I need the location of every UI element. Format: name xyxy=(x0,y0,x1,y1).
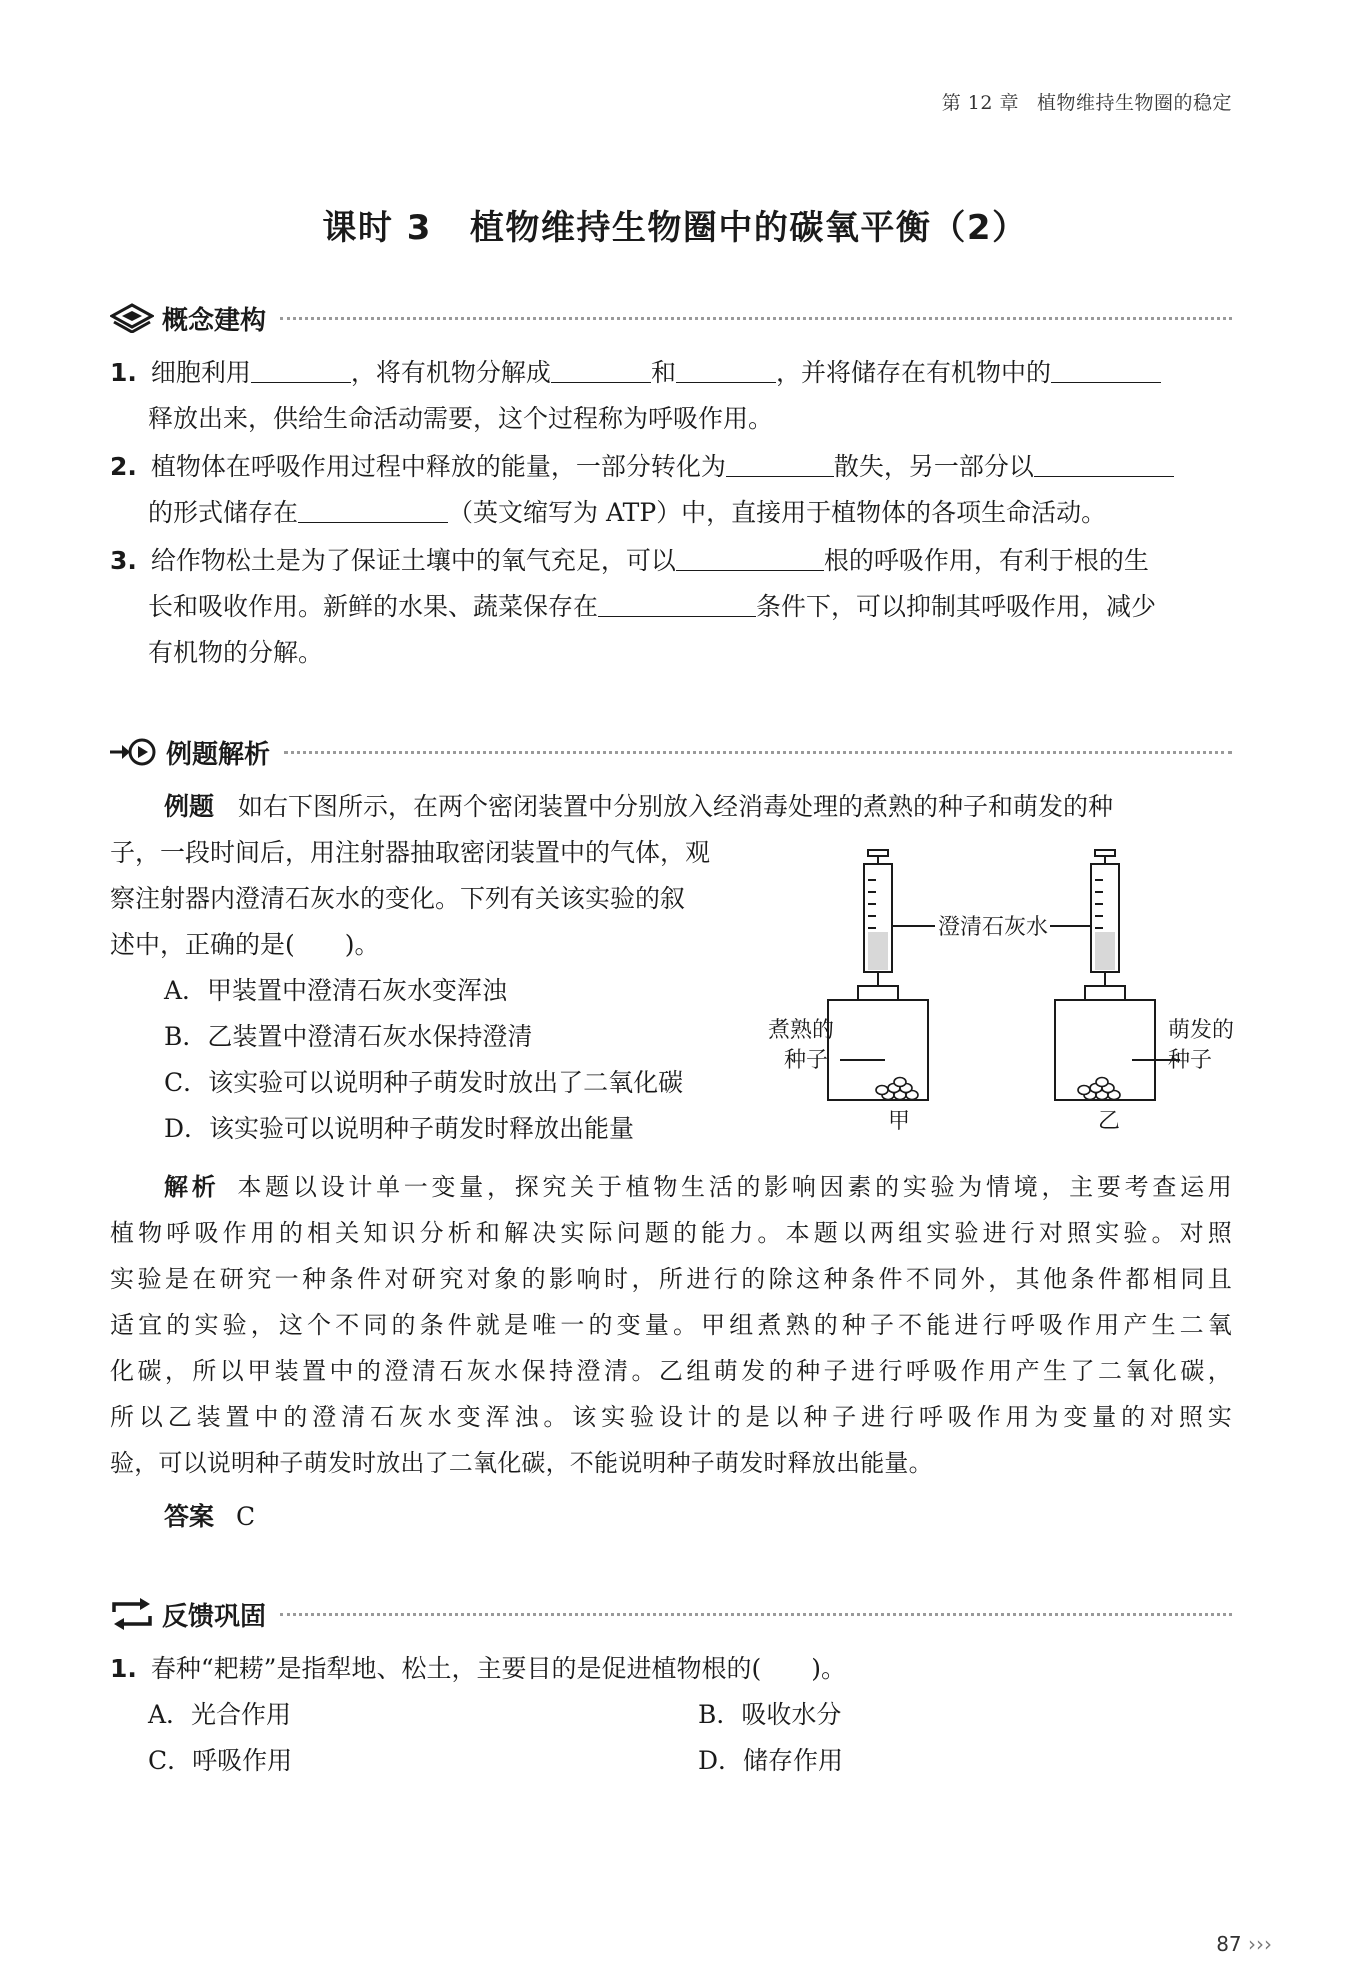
page-arrows-icon: ››› xyxy=(1248,1932,1272,1956)
fill-blank[interactable] xyxy=(298,500,448,523)
seeds-right xyxy=(1078,1078,1120,1100)
experiment-figure xyxy=(760,840,1280,1130)
stopper-right xyxy=(1085,986,1125,1000)
answer-label: 答案 xyxy=(164,1502,215,1531)
refresh-icon xyxy=(110,1598,154,1630)
section-example-label: 例题解析 xyxy=(166,739,271,770)
example-label: 例题 xyxy=(164,792,215,821)
label-sprout-1: 萌发的 xyxy=(1168,1018,1235,1043)
fill-blank[interactable] xyxy=(726,454,834,477)
example-line3: 察注射器内澄清石灰水的变化。下列有关该实验的叙 xyxy=(110,884,686,913)
limewater-right xyxy=(1095,932,1115,970)
limewater-left xyxy=(868,932,888,970)
example-line2: 子，一段时间后，用注射器抽取密闭装置中的气体，观 xyxy=(110,838,711,867)
example-option-b[interactable]: B．乙装置中澄清石灰水保持澄清 xyxy=(164,1022,533,1051)
concept-q2-line1: 2. 植物体在呼吸作用过程中释放的能量，一部分转化为 散失，另一部分以 xyxy=(110,450,1174,484)
example-option-a[interactable]: A．甲装置中澄清石灰水变浑浊 xyxy=(164,976,508,1005)
fill-blank[interactable] xyxy=(598,594,756,617)
lesson-title xyxy=(0,200,1350,249)
fill-blank[interactable] xyxy=(551,360,651,383)
section-feedback-label: 反馈巩固 xyxy=(162,1601,267,1632)
lesson-name: 植物维持生物圈中的碳氧平衡（2） xyxy=(469,208,1028,248)
analysis-line5: 化碳，所以甲装置中的澄清石灰水保持澄清。乙组萌发的种子进行呼吸作用产生了二氧化碳， xyxy=(110,1357,1232,1385)
dotted-divider xyxy=(284,751,1232,754)
analysis-line6: 所以乙装置中的澄清石灰水变浑浊。该实验设计的是以种子进行呼吸作用为变量的对照实 xyxy=(110,1403,1232,1431)
dotted-divider xyxy=(280,317,1232,320)
seeds-left xyxy=(876,1078,918,1100)
running-header xyxy=(942,88,1232,115)
analysis-line4: 适宜的实验，这个不同的条件就是唯一的变量。甲组煮熟的种子不能进行呼吸作用产生二氧 xyxy=(110,1311,1232,1339)
analysis-label: 解析 xyxy=(164,1173,220,1201)
chapter-number: 第 12 章 xyxy=(941,92,1019,114)
analysis-line2: 植物呼吸作用的相关知识分析和解决实际问题的能力。本题以两组实验进行对照实验。对照 xyxy=(110,1219,1232,1247)
answer xyxy=(164,1500,255,1534)
label-yi: 乙 xyxy=(1098,1109,1121,1130)
feedback-option-d[interactable]: D．储存作用 xyxy=(698,1746,844,1775)
example-line1: 例题 如右下图所示，在两个密闭装置中分别放入经消毒处理的煮熟的种子和萌发的种 xyxy=(164,792,1114,821)
fill-blank[interactable] xyxy=(251,360,351,383)
section-feedback-header xyxy=(110,1594,1232,1634)
play-target-icon xyxy=(110,737,158,767)
feedback-option-a[interactable]: A．光合作用 xyxy=(148,1700,292,1729)
concept-q1-line1: 1. 细胞利用 ，将有机物分解成 和 ，并将储存在有机物中的 xyxy=(110,356,1161,390)
answer-value: C xyxy=(236,1502,256,1531)
feedback-q1-stem: 1. 春种“耙耢”是指犁地、松土，主要目的是促进植物根的( )。 xyxy=(110,1654,846,1683)
page-number: 87 ››› xyxy=(1216,1932,1272,1956)
section-example-header xyxy=(110,732,1232,772)
label-limewater: 澄清石灰水 xyxy=(938,915,1049,940)
feedback-option-c[interactable]: C．呼吸作用 xyxy=(148,1746,293,1775)
dotted-divider xyxy=(280,1613,1232,1616)
analysis-line7: 验，可以说明种子萌发时放出了二氧化碳，不能说明种子萌发时释放出能量。 xyxy=(110,1449,933,1477)
label-sprout-2: 种子 xyxy=(1168,1048,1213,1073)
lesson-number: 课时 3 xyxy=(322,208,432,248)
layers-icon xyxy=(110,303,154,333)
concept-q3-line1: 3. 给作物松土是为了保证土壤中的氧气充足，可以 根的呼吸作用，有利于根的生 xyxy=(110,546,1149,575)
feedback-option-b[interactable]: B．吸收水分 xyxy=(698,1700,842,1729)
fill-blank[interactable] xyxy=(676,548,824,571)
example-option-d[interactable]: D．该实验可以说明种子萌发时释放出能量 xyxy=(164,1114,635,1143)
label-boiled-2: 种子 xyxy=(784,1048,829,1073)
section-concept-header xyxy=(110,298,1232,338)
analysis-line3: 实验是在研究一种条件对研究对象的影响时，所进行的除这种条件不同外，其他条件都相同且 xyxy=(110,1265,1232,1293)
concept-q2-line2: 的形式储存在 （英文缩写为 ATP）中，直接用于植物体的各项生命活动。 xyxy=(148,498,1107,527)
chapter-title: 植物维持生物圈的稳定 xyxy=(1036,92,1232,114)
label-boiled-1: 煮熟的 xyxy=(768,1018,835,1043)
label-jia: 甲 xyxy=(888,1109,911,1130)
stopper-left xyxy=(858,986,898,1000)
jar-left xyxy=(828,1000,928,1100)
example-line4: 述中，正确的是( )。 xyxy=(110,930,380,959)
concept-q3-line2: 长和吸收作用。新鲜的水果、蔬菜保存在 条件下，可以抑制其呼吸作用，减少 xyxy=(148,592,1157,621)
concept-q1-line2: 释放出来，供给生命活动需要，这个过程称为呼吸作用。 xyxy=(148,404,774,433)
section-concept-label: 概念建构 xyxy=(162,305,267,336)
concept-q3-line3: 有机物的分解。 xyxy=(148,638,324,667)
example-option-c[interactable]: C．该实验可以说明种子萌发时放出了二氧化碳 xyxy=(164,1068,684,1097)
fill-blank[interactable] xyxy=(1051,360,1161,383)
fill-blank[interactable] xyxy=(676,360,776,383)
analysis-line1: 解析 本题以设计单一变量，探究关于植物生活的影响因素的实验为情境，主要考查运用 xyxy=(164,1173,1232,1201)
fill-blank[interactable] xyxy=(1034,454,1174,477)
